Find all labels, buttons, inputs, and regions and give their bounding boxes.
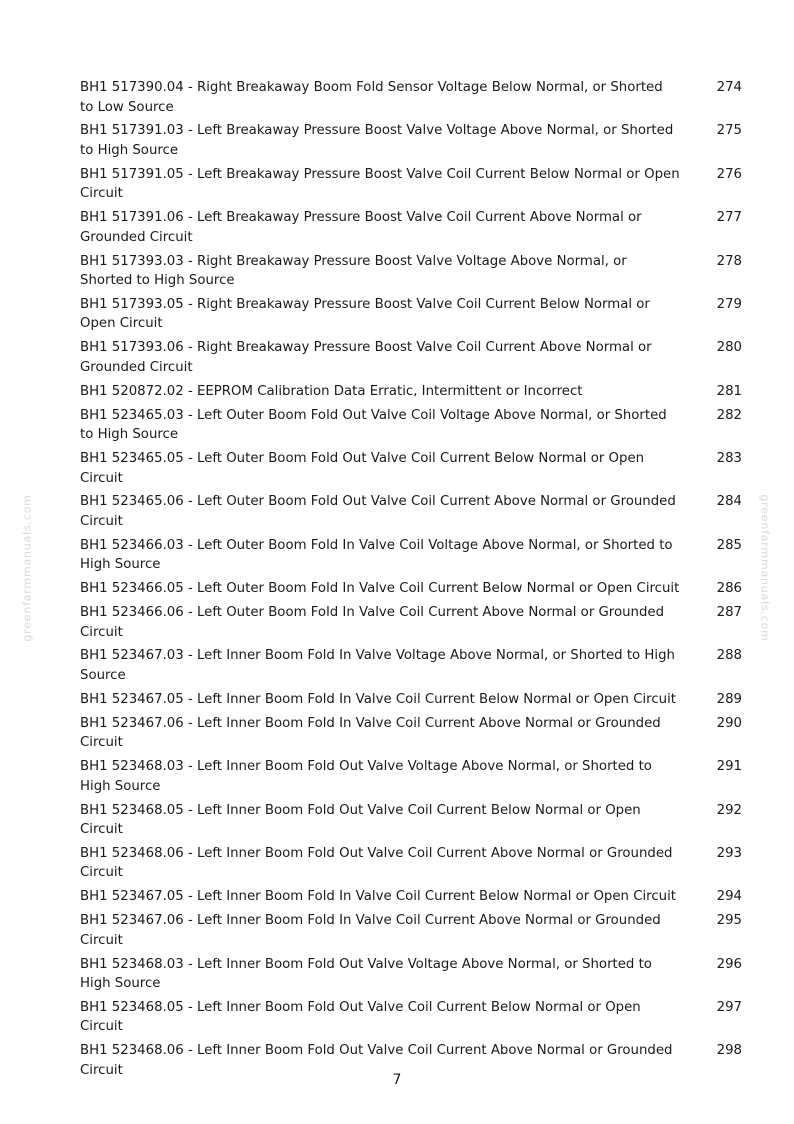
toc-entry-page-number: 274 [716,80,742,95]
toc-entry-page-number: 296 [716,956,742,972]
toc-entry-page-number: 283 [716,451,742,467]
toc-entry-title: BH1 523468.06 - Left Inner Boom Fold Out Valve Coil Current Above Normal or Grounded Circuit [80,845,673,881]
toc-entry-page-number: 284 [716,494,742,510]
toc-entry[interactable] [80,406,744,445]
toc-entry-title: BH1 520872.02 - EEPROM Calibration Data Erratic, Intermittent or Incorrect [80,383,583,399]
toc-entry-page-number: 279 [716,296,742,312]
toc-entry[interactable] [80,252,744,291]
toc-entry-title: BH1 517391.03 - Left Breakaway Pressure Boost Valve Voltage Above Normal, or Shorted to High Source [80,123,674,158]
toc-entry-page-number: 278 [716,253,742,269]
toc-entry[interactable] [80,603,744,642]
toc-entry[interactable] [80,165,744,204]
toc-entry[interactable] [80,955,744,994]
toc-entry[interactable] [80,449,744,488]
toc-entry-page-number: 285 [716,537,742,553]
toc-entry[interactable] [80,690,744,710]
toc-entry-title: BH1 523467.05 - Left Inner Boom Fold In Valve Coil Current Below Normal or Open Circuit [80,889,677,905]
toc-entry-page-number: 295 [716,913,742,929]
toc-entry[interactable] [80,757,744,796]
toc-entry-page-number: 292 [716,802,742,818]
toc-entry-title: BH1 523465.03 - Left Outer Boom Fold Out Valve Coil Voltage Above Normal, or Shorted to High Source [80,407,667,443]
toc-entry-title: BH1 523466.06 - Left Outer Boom Fold In Valve Coil Current Above Normal or Grounded Circuit [80,605,665,640]
toc-entry-title: BH1 523468.05 - Left Inner Boom Fold Out Valve Coil Current Below Normal or Open Circuit [80,802,641,838]
toc-entry[interactable] [80,121,744,160]
toc-entry-page-number: 276 [716,166,742,182]
toc-entry[interactable] [80,911,744,950]
toc-entry-title: BH1 517390.04 - Right Breakaway Boom Fold Sensor Voltage Below Normal, or Shorted to Low Source [80,80,663,115]
toc-entry-title: BH1 523467.05 - Left Inner Boom Fold In Valve Coil Current Below Normal or Open Circuit [80,691,677,707]
toc-entry[interactable] [80,887,744,907]
toc-entry[interactable] [80,646,744,685]
toc-entry-page-number: 280 [716,340,742,356]
toc-entry[interactable] [80,208,744,247]
toc-entry[interactable] [80,78,744,117]
toc-entry[interactable] [80,714,744,753]
toc-entry-page-number: 277 [716,210,742,226]
toc-entry-title: BH1 523467.03 - Left Inner Boom Fold In Valve Voltage Above Normal, or Shorted to High Source [80,648,675,683]
toc-entry-page-number: 297 [716,999,742,1015]
toc-entry-title: BH1 517393.06 - Right Breakaway Pressure Boost Valve Coil Current Above Normal or Grounded Circuit [80,340,652,375]
toc-entry-title: BH1 523468.05 - Left Inner Boom Fold Out Valve Coil Current Below Normal or Open Circuit [80,999,641,1035]
toc-entry-title: BH1 517391.05 - Left Breakaway Pressure Boost Valve Coil Current Below Normal or Open Circuit [80,166,680,202]
toc-entry-page-number: 275 [716,123,742,139]
toc-entry[interactable] [80,536,744,575]
toc-entry-title: BH1 517391.06 - Left Breakaway Pressure Boost Valve Coil Current Above Normal or Grounded Circuit [80,210,642,245]
toc-entry-page-number: 288 [716,648,742,664]
toc-entry-page-number: 294 [716,889,742,905]
toc-entry-title: BH1 523468.06 - Left Inner Boom Fold Out Valve Coil Current Above Normal or Grounded Circuit [80,1043,673,1078]
toc-entry[interactable] [80,492,744,531]
toc-entry-title: BH1 523467.06 - Left Inner Boom Fold In Valve Coil Current Above Normal or Grounded Circuit [80,913,661,948]
watermark-right: greenfarmmanuals.com [758,494,772,642]
toc-entry[interactable] [80,801,744,840]
toc-entry-page-number: 293 [716,845,742,861]
toc-entry-title: BH1 523467.06 - Left Inner Boom Fold In Valve Coil Current Above Normal or Grounded Circuit [80,715,661,751]
toc-entry-title: BH1 523465.06 - Left Outer Boom Fold Out Valve Coil Current Above Normal or Grounded Circuit [80,494,676,529]
toc-entry-title: BH1 523468.03 - Left Inner Boom Fold Out Valve Voltage Above Normal, or Shorted to High Source [80,956,652,992]
toc-entry-page-number: 291 [716,759,742,775]
table-of-contents [80,78,744,1085]
toc-entry-title: BH1 517393.05 - Right Breakaway Pressure Boost Valve Coil Current Below Normal or Open Circuit [80,296,650,332]
toc-entry-title: BH1 523466.05 - Left Outer Boom Fold In Valve Coil Current Below Normal or Open Circuit [80,581,680,597]
toc-entry-page-number: 281 [716,383,742,399]
toc-entry-page-number: 298 [716,1043,742,1059]
toc-entry-page-number: 290 [716,715,742,731]
toc-entry[interactable] [80,295,744,334]
toc-entry[interactable] [80,998,744,1037]
toc-entry[interactable] [80,338,744,377]
toc-entry-page-number: 282 [716,407,742,423]
toc-entry-page-number: 287 [716,605,742,621]
toc-entry-title: BH1 523466.03 - Left Outer Boom Fold In Valve Coil Voltage Above Normal, or Shorted to High Source [80,537,673,573]
toc-entry-title: BH1 517393.03 - Right Breakaway Pressure Boost Valve Voltage Above Normal, or Shorted to High Source [80,253,627,289]
toc-entry-title: BH1 523468.03 - Left Inner Boom Fold Out Valve Voltage Above Normal, or Shorted to High Source [80,759,652,794]
toc-entry-page-number: 286 [716,581,742,597]
page-number: 7 [392,1072,402,1088]
toc-entry[interactable] [80,844,744,883]
toc-entry-title: BH1 523465.05 - Left Outer Boom Fold Out Valve Coil Current Below Normal or Open Circuit [80,451,645,486]
watermark-left: greenfarmmanuals.com [20,494,34,642]
toc-entry-page-number: 289 [716,691,742,707]
toc-entry[interactable] [80,579,744,599]
toc-entry[interactable] [80,382,744,402]
